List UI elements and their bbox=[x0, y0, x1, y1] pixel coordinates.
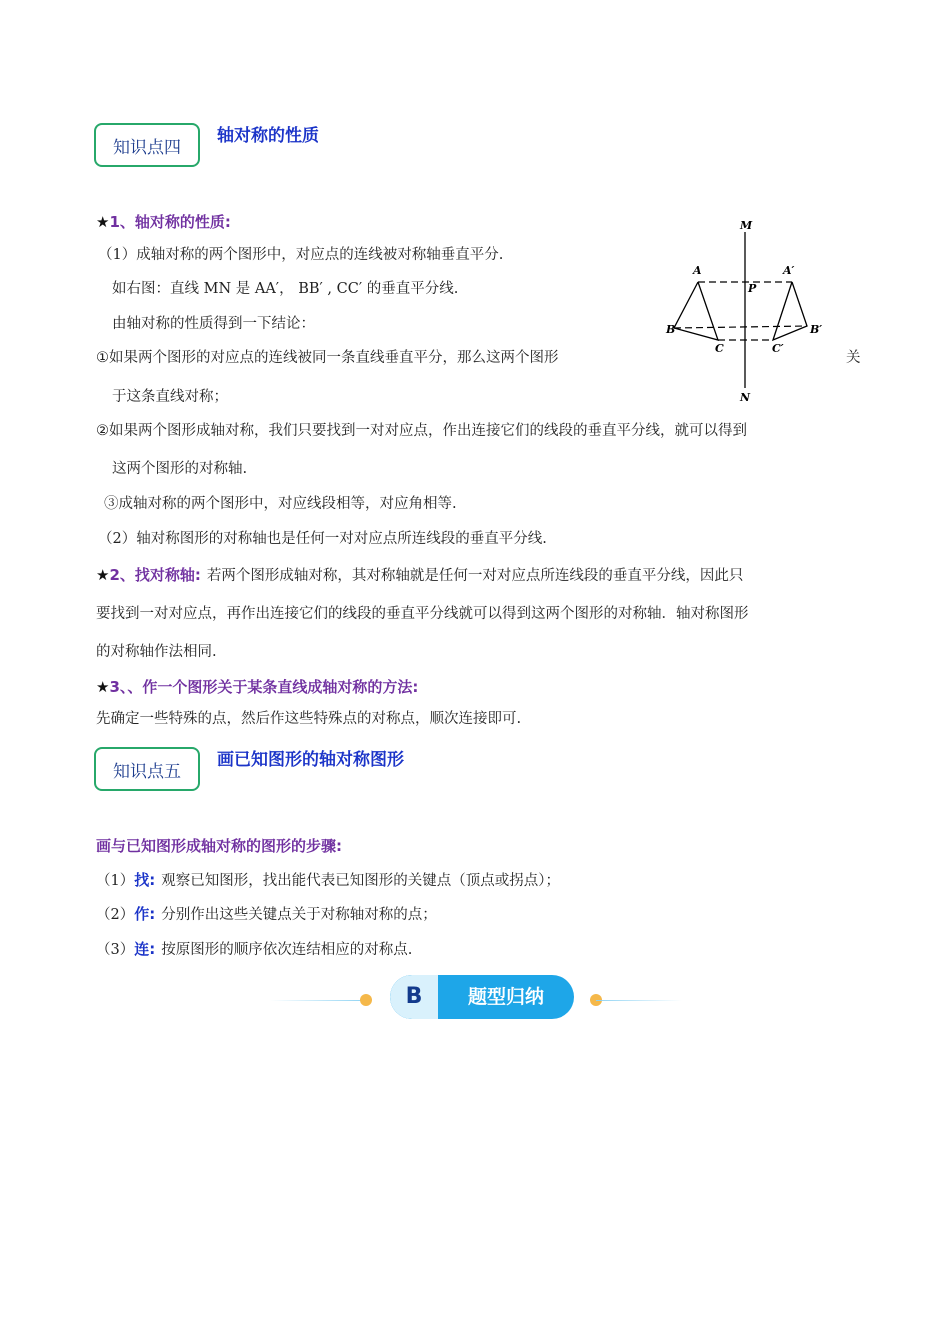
banner-right-rule bbox=[596, 1000, 682, 1001]
star-icon: ★ bbox=[96, 678, 110, 696]
paragraph-1: （1）成轴对称的两个图形中，对应点的连线被对称轴垂直平分. bbox=[98, 247, 504, 263]
section-title-draw-symmetric-figure: 画已知图形的轴对称图形 bbox=[217, 750, 404, 770]
heading-1-text: 1、轴对称的性质: bbox=[109, 213, 231, 231]
conclusion-1-line-2: 于这条直线对称； bbox=[112, 389, 228, 405]
right-triangle bbox=[773, 282, 807, 340]
section-label-knowledge-point-4: 知识点四 bbox=[94, 123, 200, 167]
step-1 bbox=[96, 870, 560, 891]
heading-2-line-3: 的对称轴作法相同. bbox=[96, 644, 217, 660]
conclusion-2-line-2: 这两个图形的对称轴. bbox=[112, 461, 248, 477]
banner-letter: B bbox=[405, 984, 423, 1009]
step-3-keyword: 连: bbox=[134, 940, 156, 958]
segment-bb bbox=[674, 326, 807, 328]
conclusion-1-text: 如果两个图形的对应点的连线被同一条直线垂直平分，那么这两个图形 bbox=[109, 350, 559, 366]
step-2-keyword: 作: bbox=[134, 905, 156, 923]
banner-question-types bbox=[390, 975, 574, 1019]
circled-number-1: ① bbox=[96, 350, 109, 366]
steps-title bbox=[96, 836, 342, 857]
section-title-axis-symmetry-properties: 轴对称的性质 bbox=[217, 126, 319, 146]
heading-3-text: 3、、作一个图形关于某条直线成轴对称的方法: bbox=[109, 678, 419, 696]
heading-3 bbox=[96, 677, 418, 698]
label-n: N bbox=[740, 391, 751, 404]
step-1-keyword: 找: bbox=[134, 871, 156, 889]
section-label-knowledge-point-5: 知识点五 bbox=[94, 747, 200, 791]
label-c-prime: C′ bbox=[772, 342, 784, 355]
steps-title-text: 画与已知图形成轴对称的图形的步骤: bbox=[96, 837, 343, 855]
step-1-number: （1） bbox=[96, 873, 135, 889]
heading-3-body: 先确定一些特殊的点，然后作这些特殊点的对称点，顺次连接即可. bbox=[96, 711, 522, 727]
star-icon: ★ bbox=[96, 566, 110, 584]
heading-1 bbox=[96, 212, 231, 233]
paragraph-3: 由轴对称的性质得到一下结论： bbox=[112, 316, 315, 332]
heading-2-line-2: 要找到一对对应点，再作出连接它们的线段的垂直平分线就可以得到这两个图形的对称轴．轴对称图形 bbox=[96, 606, 749, 622]
step-2 bbox=[96, 904, 437, 925]
label-b: B bbox=[666, 323, 676, 336]
conclusion-1-continued: 关 bbox=[846, 350, 861, 366]
label-b-prime: B′ bbox=[810, 323, 823, 336]
heading-2-text: 2、找对称轴: bbox=[109, 566, 201, 584]
banner-title: 题型归纳 bbox=[467, 986, 544, 1008]
symmetry-figure bbox=[660, 210, 840, 410]
circled-number-2: ② bbox=[96, 423, 109, 439]
paragraph-2: 如右图：直线 MN 是 AA′， BB′ , CC′ 的垂直平分线. bbox=[112, 281, 459, 297]
paragraph-4: （2）轴对称图形的对称轴也是任何一对对应点所连线段的垂直平分线. bbox=[98, 531, 547, 547]
label-c: C bbox=[715, 342, 724, 355]
label-a-prime: A′ bbox=[783, 264, 795, 277]
label-a: A bbox=[693, 264, 702, 277]
star-icon: ★ bbox=[96, 213, 110, 231]
conclusion-3: ③成轴对称的两个图形中，对应线段相等，对应角相等. bbox=[104, 496, 457, 512]
label-m: M bbox=[740, 219, 753, 232]
conclusion-2-text: 如果两个图形成轴对称，我们只要找到一对对应点，作出连接它们的线段的垂直平分线，就可以得到 bbox=[109, 423, 747, 439]
left-triangle bbox=[674, 282, 718, 340]
step-2-number: （2） bbox=[96, 907, 135, 923]
label-p: P bbox=[748, 282, 757, 295]
step-3-text: 按原图形的顺序依次连结相应的对称点. bbox=[161, 942, 413, 958]
conclusion-1 bbox=[96, 348, 559, 368]
conclusion-2 bbox=[96, 421, 747, 441]
step-3 bbox=[96, 939, 412, 960]
banner-left-dot bbox=[360, 994, 372, 1006]
heading-2-body: 若两个图形成轴对称，其对称轴就是任何一对对应点所连线段的垂直平分线，因此只 bbox=[206, 568, 744, 584]
step-2-text: 分别作出这些关键点关于对称轴对称的点； bbox=[161, 907, 437, 923]
heading-2 bbox=[96, 565, 743, 586]
banner-left-rule bbox=[270, 1000, 366, 1001]
step-1-text: 观察已知图形，找出能代表已知图形的关键点（顶点或拐点）； bbox=[161, 873, 560, 889]
step-3-number: （3） bbox=[96, 942, 135, 958]
